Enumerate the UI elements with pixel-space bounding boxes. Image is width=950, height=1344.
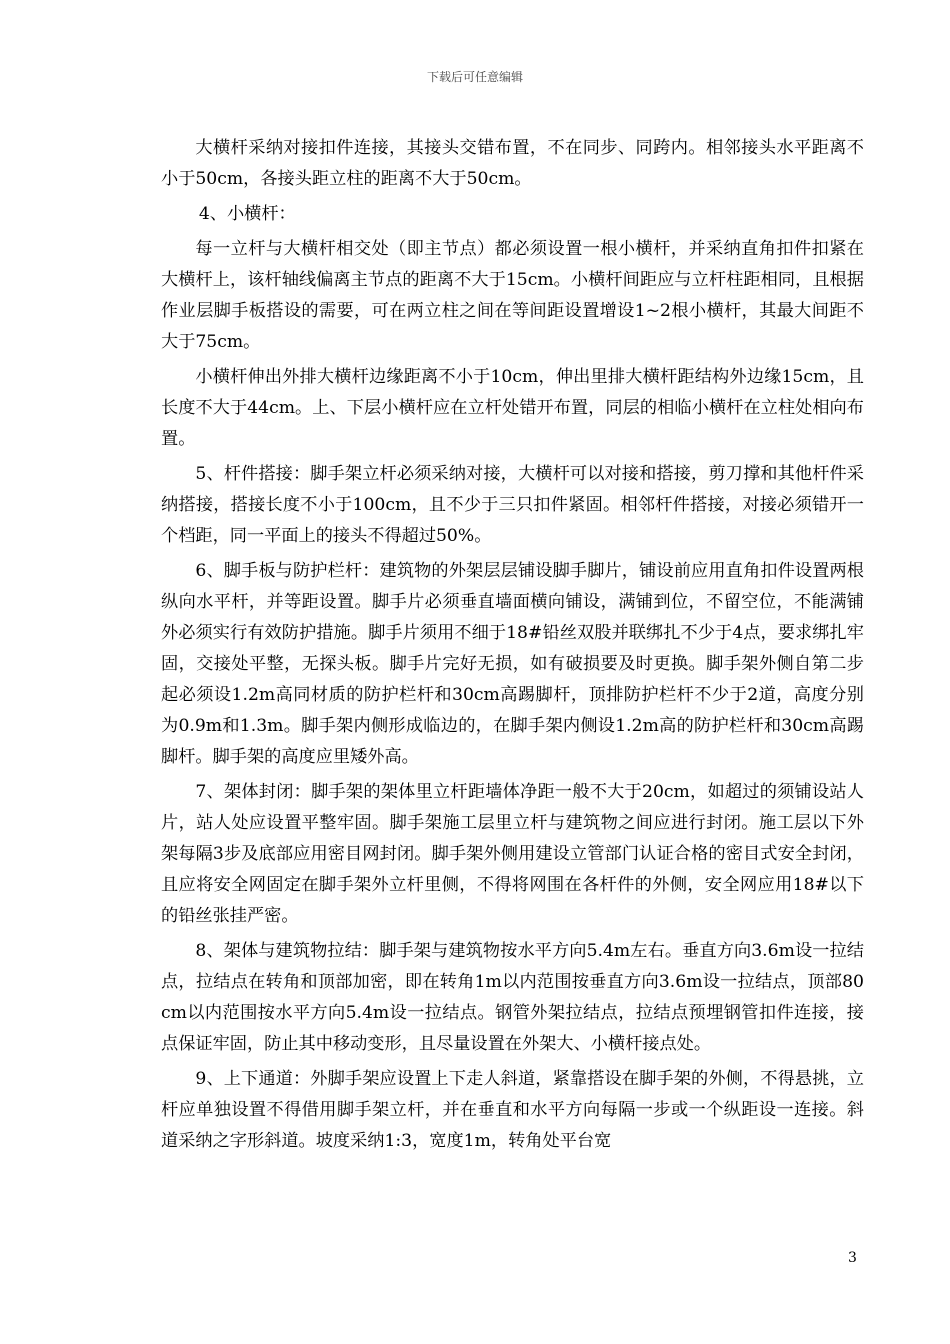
paragraph-access-ramp: 9、上下通道：外脚手架应设置上下走人斜道，紧靠搭设在脚手架的外侧，不得悬挑，立杆应单独设置不得借用脚手架立杆，并在垂直和水平方向每隔一步或一个纵距设一连接。斜道采纳之字形斜道。坡度采纳1:3，宽度1m，转角处平台宽 — [161, 1069, 864, 1151]
page-number: 3 — [848, 1250, 857, 1266]
paragraph-member-lapping: 5、杆件搭接：脚手架立杆必须采纳对接，大横杆可以对接和搭接，剪刀撑和其他杆件采纳搭接，搭接长度不小于100cm，且不少于三只扣件紧固。相邻杆件搭接，对接必须错开一个档距，同一平面上的接头不得超过50%。 — [161, 464, 864, 546]
section-heading-small-crossbar: 4、小横杆： — [198, 204, 296, 224]
paragraph-frame-enclosure: 7、架体封闭：脚手架的架体里立杆距墙体净距一般不大于20cm，如超过的须铺设站人片，站人处应设置平整牢固。脚手架施工层里立杆与建筑物之间应进行封闭。施工层以下外架每隔3步及底部应用密目网封闭。脚手架外侧用建设立管部门认证合格的密目式安全封闭，且应将安全网固定在脚手架外立杆里侧，不得将网围在各杆件的外侧，安全网应用18#以下的铅丝张挂严密。 — [161, 782, 864, 926]
paragraph-small-crossbar-placement: 每一立杆与大横杆相交处（即主节点）都必须设置一根小横杆，并采纳直角扣件扣紧在大横杆上，该杆轴线偏离主节点的距离不大于15cm。小横杆间距应与立杆柱距相同，且根据作业层脚手板搭设的需要，可在两立柱之间在等间距设置增设1~2根小横杆，其最大间距不大于75cm。 — [161, 239, 864, 352]
paragraph-scaffold-boards-guardrails: 6、脚手板与防护栏杆：建筑物的外架层层铺设脚手脚片，铺设前应用直角扣件设置两根纵向水平杆，并等距设置。脚手片必须垂直墙面横向铺设，满铺到位，不留空位，不能满铺外必须实行有效防护措施。脚手片须用不细于18#铅丝双股并联绑扎不少于4点，要求绑扎牢固，交接处平整，无探头板。脚手片完好无损，如有破损要及时更换。脚手架外侧自第二步起必须设1.2m高同材质的防护栏杆和30cm高踢脚杆，顶排防护栏杆不少于2道，高度分别为0.9m和1.3m。脚手架内侧形成临边的，在脚手架内侧设1.2m高的防护栏杆和30cm高踢脚杆。脚手架的高度应里矮外高。 — [161, 561, 864, 767]
paragraph-small-crossbar-extension: 小横杆伸出外排大横杆边缘距离不小于10cm，伸出里排大横杆距结构外边缘15cm，且长度不大于44cm。上、下层小横杆应在立杆处错开布置，同层的相临小横杆在立柱处相向布置。 — [161, 367, 864, 449]
document-body — [161, 133, 864, 1157]
page-header: 下载后可任意编辑 — [426, 70, 523, 84]
paragraph-big-crossbar-joints: 大横杆采纳对接扣件连接，其接头交错布置，不在同步、同跨内。相邻接头水平距离不小于50cm，各接头距立柱的距离不大于50cm。 — [161, 138, 864, 189]
paragraph-frame-tie-to-building: 8、架体与建筑物拉结：脚手架与建筑物按水平方向5.4m左右。垂直方向3.6m设一拉结点，拉结点在转角和顶部加密，即在转角1m以内范围按垂直方向3.6m设一拉结点，顶部80cm以内范围按水平方向5.4m设一拉结点。钢管外架拉结点，拉结点预埋钢管扣件连接，接点保证牢固，防止其中移动变形，且尽量设置在外架大、小横杆接点处。 — [161, 941, 864, 1054]
